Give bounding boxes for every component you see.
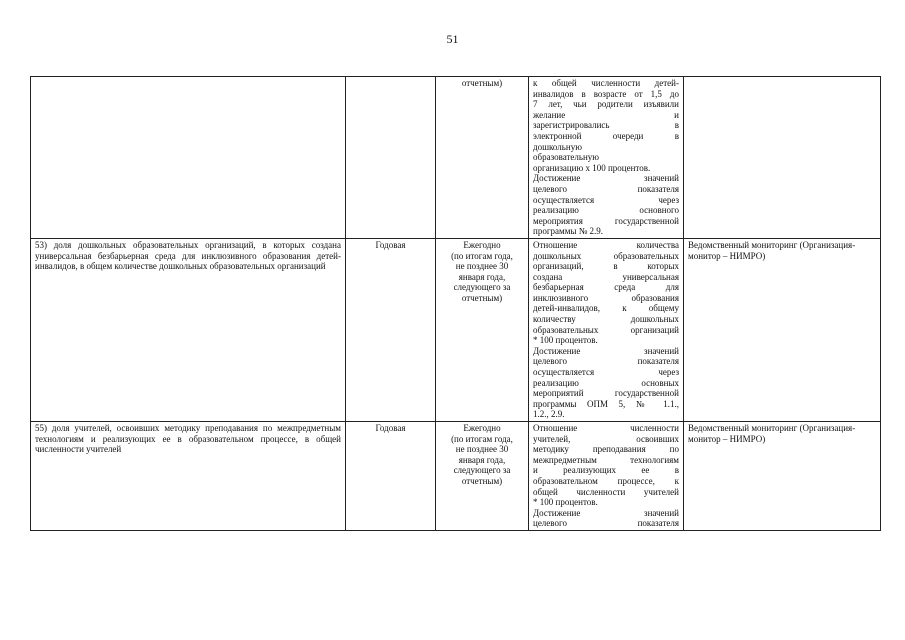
indicator-cell: [31, 77, 346, 239]
deadline-line: следующего за: [453, 465, 511, 476]
calculation-line: реализацию основных: [533, 377, 679, 388]
calculation-line: Достижение значений: [533, 173, 679, 184]
deadline-cell: [436, 422, 529, 531]
calculation-line: детей-инвалидов, к общему: [533, 303, 679, 314]
page-number: 51: [446, 32, 459, 46]
deadline-line: не позднее 30: [455, 261, 509, 272]
calculation-line: 1.2., 2.9.: [533, 409, 565, 420]
calculation-line: организацию x 100 процентов.: [533, 162, 651, 173]
deadline-line: (по итогам года,: [451, 250, 513, 261]
calculation-line: мероприятия государственной: [533, 215, 679, 226]
table-row: [31, 238, 881, 421]
deadline-cell: [436, 238, 529, 421]
deadline-line: Ежегодно: [463, 423, 501, 433]
calculation-cell: [529, 238, 684, 421]
calculation-line: осуществляется через: [533, 194, 679, 205]
frequency-cell: Годовая: [346, 422, 436, 531]
calculation-line: дошкольных образовательных: [533, 250, 679, 261]
calculation-line: мероприятий государственной: [533, 388, 679, 399]
calculation-line: Достижение значений: [533, 507, 679, 518]
deadline-line: отчетным): [461, 475, 503, 486]
calculation-line: и реализующих ее в: [533, 465, 679, 476]
calculation-line: инклюзивного образования: [533, 292, 679, 303]
calculation-line: образовательную: [533, 152, 600, 163]
deadline-line: (по итогам года,: [451, 433, 513, 444]
calculation-line: организаций, в которых: [533, 261, 679, 272]
calculation-line: программы ОПМ 5, № 1.1.,: [533, 398, 679, 409]
calculation-line: целевого показателя: [533, 183, 679, 194]
calculation-line: желание и: [533, 109, 679, 120]
calculation-line: межпредметным технологиям: [533, 454, 679, 465]
table-row: [31, 77, 881, 239]
calculation-line: зарегистрировались в: [533, 120, 679, 131]
table-row: [31, 422, 881, 531]
deadline-line: Ежегодно: [463, 239, 501, 250]
calculation-line: осуществляется через: [533, 367, 679, 378]
deadline-line: следующего за: [453, 282, 511, 293]
calculation-cell: [529, 77, 684, 239]
calculation-line: учителей, освоивших: [533, 433, 679, 444]
deadline-line: отчетным): [461, 78, 503, 88]
frequency-cell: [346, 77, 436, 239]
calculation-line: 7 лет, чьи родители изъявили: [533, 99, 679, 110]
indicators-table: [30, 76, 881, 531]
calculation-cell: [529, 422, 684, 531]
deadline-line: января года,: [458, 454, 506, 465]
calculation-line: общей численности учителей: [533, 486, 679, 497]
indicator-cell: 55) доля учителей, освоивших методику преподавания по межпредметным технологиям и реализующих ее в образовательном процессе, в общей численности учителей: [31, 422, 346, 531]
calculation-line: инвалидов в возрасте от 1,5 до: [533, 88, 679, 99]
calculation-line: Отношение количества: [533, 239, 679, 250]
calculation-line: программы № 2.9.: [533, 226, 604, 237]
calculation-line: образовательных организаций: [533, 324, 679, 335]
frequency-cell: Годовая: [346, 238, 436, 421]
calculation-line: электронной очереди в: [533, 130, 679, 141]
calculation-line: * 100 процентов.: [533, 335, 598, 346]
indicator-cell: 53) доля дошкольных образовательных организаций, в которых создана универсальная безбарьерная среда для инклюзивного образования детей-инвалидов, в общем количестве дошкольных образовательных организаций: [31, 238, 346, 421]
source-cell: [684, 77, 881, 239]
calculation-line: дошкольную: [533, 141, 582, 152]
calculation-line: образовательном процессе, к: [533, 475, 679, 486]
deadline-line: января года,: [458, 271, 506, 282]
deadline-line: отчетным): [461, 292, 503, 303]
calculation-line: * 100 процентов.: [533, 497, 598, 508]
calculation-line: реализацию основного: [533, 205, 679, 216]
calculation-line: создана универсальная: [533, 271, 679, 282]
source-cell: Ведомственный мониторинг (Организация-монитор – НИМРО): [684, 238, 881, 421]
calculation-line: Отношение численности: [533, 423, 679, 433]
calculation-line: безбарьерная среда для: [533, 282, 679, 293]
calculation-line: количеству дошкольных: [533, 314, 679, 325]
calculation-line: целевого показателя: [533, 356, 679, 367]
deadline-cell: [436, 77, 529, 239]
deadline-line: не позднее 30: [455, 444, 509, 455]
calculation-line: целевого показателя: [533, 518, 679, 529]
calculation-line: к общей численности детей-: [533, 78, 679, 88]
calculation-line: Достижение значений: [533, 345, 679, 356]
source-cell: Ведомственный мониторинг (Организация-монитор – НИМРО): [684, 422, 881, 531]
calculation-line: методику преподавания по: [533, 444, 679, 455]
